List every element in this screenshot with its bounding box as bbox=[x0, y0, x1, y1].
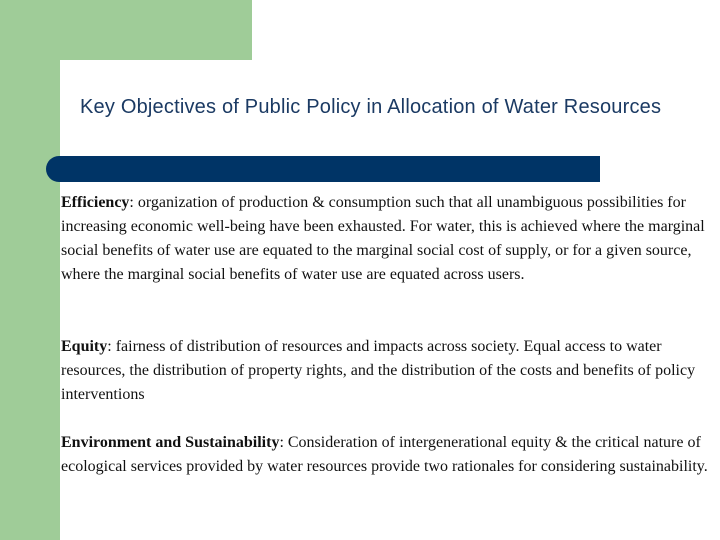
green-left-strip bbox=[0, 0, 60, 540]
sustainability-description: : Consideration of intergenerational equity & the critical nature of ecological services provided by water resources provide two rationales for considering sustainability. bbox=[61, 434, 708, 475]
equity-paragraph bbox=[61, 335, 717, 407]
slide-title: Key Objectives of Public Policy in Allocation of Water Resources bbox=[80, 96, 662, 118]
sustainability-paragraph bbox=[61, 431, 717, 479]
title-underline-bar bbox=[46, 156, 600, 182]
equity-description: : fairness of distribution of resources and impacts across society. Equal access to water resources, the distribution of property rights, and the distribution of the costs and benefits of policy interventions bbox=[61, 338, 696, 403]
equity-term: Equity bbox=[61, 338, 108, 355]
efficiency-paragraph bbox=[61, 191, 717, 287]
efficiency-term: Efficiency bbox=[61, 194, 130, 211]
efficiency-description: : organization of production & consumption such that all unambiguous possibilities for increasing economic well-being have been exhausted. For water, this is achieved where the marginal social benefits of water use are equated to the marginal social cost of supply, or for a given source, where the marginal social benefits of water use are equated across users. bbox=[61, 194, 705, 283]
sustainability-term: Environment and Sustainability bbox=[61, 434, 280, 451]
